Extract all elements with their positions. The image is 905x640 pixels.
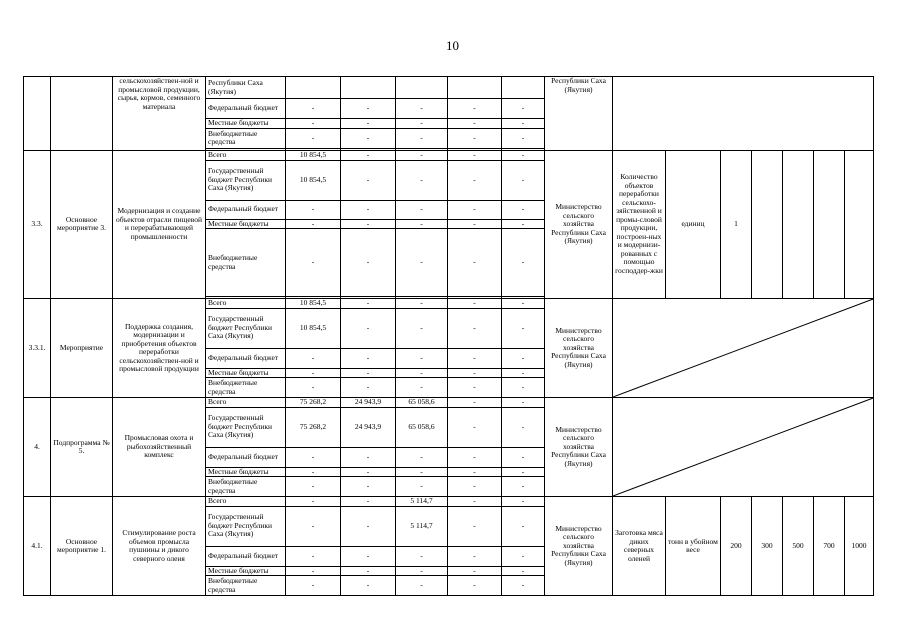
cell-source: Государственный бюджет Республики Саха (Якутия) (206, 160, 286, 200)
cell-y3 (448, 77, 502, 99)
cell-y2 (396, 77, 448, 99)
cell-source: Всего (206, 398, 286, 408)
table-row: Внебюджетные средства - - - - - (24, 128, 874, 148)
cell-type: Основное мероприятие 3. (51, 150, 113, 299)
cell-value: 300 (752, 497, 783, 596)
cell-executor: Министерство сельского хозяйства Республики Саха (Якутия) (545, 497, 613, 596)
table-row: Федеральный бюджет - - - - - (24, 99, 874, 119)
table-row: Федеральный бюджет - - - - - (24, 447, 874, 467)
table-row: Местные бюджеты - - - - - (24, 119, 874, 129)
cell-value: 1 (721, 150, 752, 299)
cell-source: Всего (206, 299, 286, 309)
cell-executor: Министерство сельского хозяйства Республики Саха (Якутия) (545, 299, 613, 398)
cell-name: Модернизация и создание объектов отрасли пищевой и перерабатывающей промышленности (113, 150, 206, 299)
cell-value: 700 (814, 497, 845, 596)
cell-source: Федеральный бюджет (206, 99, 286, 119)
cell-diagonal (613, 299, 874, 398)
table-row: 4. Подпрограмма № 5. Промысловая охота и рыбохозяйственный комплекс Всего 75 268,2 24 943,9 65 058,6 - - Министерство сельского хозяйства Республики Саха (Якутия) (24, 398, 874, 408)
table-row: Местные бюджеты - - - - - (24, 566, 874, 576)
cell-name: сельскохозяйствен-ной и промысловой продукции, сырья, кормов, семенного материала (113, 77, 206, 151)
cell-source: Внебюджетные средства (206, 128, 286, 148)
table-row: Федеральный бюджет - - - - - (24, 348, 874, 368)
cell-source: Федеральный бюджет (206, 546, 286, 566)
cell-source: Внебюджетные средства (206, 477, 286, 497)
cell-y1 (341, 77, 396, 99)
cell-type (51, 77, 113, 151)
table-row: 3.3.1. Мероприятие Поддержка создания, модернизации и приобретения объектов переработки сельскохозяйствен-ной и промысловой продукции Всего 10 854,5 - - - - Министерство сельского хозяйства Республики Саха (Якутия) (24, 299, 874, 309)
cell-source: Местные бюджеты (206, 566, 286, 576)
cell-unit: тонн в убойном весе (666, 497, 721, 596)
cell-indicator: Заготовка мяса диких северных оленей (613, 497, 666, 596)
cell-indicators (613, 77, 874, 151)
table-row: Государственный бюджет Республики Саха (Якутия) 75 268,2 24 943,9 65 058,6 - - (24, 407, 874, 447)
table-row: 4.1. Основное мероприятие 1. Стимулирование роста объемов промысла пушнины и дикого северного оленя Всего - - 5 114,7 - - Министерство сельского хозяйства Республики Саха (Якутия) Заготовка мяса диких северных оленей тонн в убойном весе 200 300 500 700 1000 (24, 497, 874, 507)
table-row: Государственный бюджет Республики Саха (Якутия) 10 854,5 - - - - (24, 160, 874, 200)
cell-indicator: Количество объектов переработки сельскохо-зяйственной и промы-словой продукции, построен-ных и модернизи-рованных с помощью господдер-жки (613, 150, 666, 299)
table-row: Местные бюджеты - - - - - (24, 368, 874, 378)
cell-executor: Министерство сельского хозяйства Республики Саха (Якутия) (545, 150, 613, 299)
cell-name: Поддержка создания, модернизации и приобретения объектов переработки сельскохозяйствен-ной и промысловой продукции (113, 299, 206, 398)
table-row: Внебюджетные средства - - - - - (24, 576, 874, 596)
table-row: Федеральный бюджет - - - - - (24, 200, 874, 219)
cell-source: Всего (206, 150, 286, 160)
cell-total (286, 77, 341, 99)
table-row: Государственный бюджет Республики Саха (Якутия) 10 854,5 - - - - (24, 308, 874, 348)
cell-source: Государственный бюджет Республики Саха (Якутия) (206, 308, 286, 348)
cell-source: Государственный бюджет Республики Саха (Якутия) (206, 407, 286, 447)
cell-source: Федеральный бюджет (206, 447, 286, 467)
cell-num (24, 77, 51, 151)
cell-value: 200 (721, 497, 752, 596)
cell-value: 1000 (845, 497, 874, 596)
cell-source: Местные бюджеты (206, 467, 286, 477)
table-row (24, 77, 874, 99)
cell-y4 (502, 77, 545, 99)
cell-source: Всего (206, 497, 286, 507)
page-number: 10 (446, 38, 459, 53)
cell-num: 3.3. (24, 150, 51, 299)
table-row: Местные бюджеты - - - - - (24, 467, 874, 477)
cell-type: Подпрограмма № 5. (51, 398, 113, 497)
table-row: Государственный бюджет Республики Саха (Якутия) - - 5 114,7 - - (24, 506, 874, 546)
cell-name: Стимулирование роста объемов промысла пушнины и дикого северного оленя (113, 497, 206, 596)
table-row: Внебюджетные средства - - - - - (24, 378, 874, 398)
cell-source: Внебюджетные средства (206, 576, 286, 596)
table-row: Внебюджетные средства - - - - - (24, 477, 874, 497)
cell-type: Основное мероприятие 1. (51, 497, 113, 596)
cell-unit: единиц (666, 150, 721, 299)
cell-executor: Республики Саха (Якутия) (545, 77, 613, 151)
cell-type: Мероприятие (51, 299, 113, 398)
cell-source: Местные бюджеты (206, 119, 286, 129)
table-row: 3.3. Основное мероприятие 3. Модернизация и создание объектов отрасли пищевой и перерабатывающей промышленности Всего 10 854,5 - - - - Министерство сельского хозяйства Республики Саха (Якутия) Количество объектов переработки сельскохо-зяйственной и промы-словой продукции, построен-ных и модернизи-рованных с помощью господдер-жки единиц 1 (24, 150, 874, 160)
cell-executor: Министерство сельского хозяйства Республики Саха (Якутия) (545, 398, 613, 497)
cell-name: Промысловая охота и рыбохозяйственный комплекс (113, 398, 206, 497)
cell-num: 4.1. (24, 497, 51, 596)
table-row: Внебюджетные средства - - - - - (24, 229, 874, 297)
cell-source: Внебюджетные средства (206, 378, 286, 398)
cell-value: 500 (783, 497, 814, 596)
cell-source: Внебюджетные средства (206, 229, 286, 297)
table-row: Местные бюджеты - - - - - (24, 219, 874, 229)
program-table (23, 76, 874, 596)
cell-source: Республики Саха (Якутия) (206, 77, 286, 99)
cell-num: 4. (24, 398, 51, 497)
cell-source: Местные бюджеты (206, 368, 286, 378)
cell-num: 3.3.1. (24, 299, 51, 398)
cell-diagonal (613, 398, 874, 497)
cell-source: Местные бюджеты (206, 219, 286, 229)
cell-source: Федеральный бюджет (206, 200, 286, 219)
cell-source: Федеральный бюджет (206, 348, 286, 368)
cell-source: Государственный бюджет Республики Саха (Якутия) (206, 506, 286, 546)
table-row: Федеральный бюджет - - - - - (24, 546, 874, 566)
